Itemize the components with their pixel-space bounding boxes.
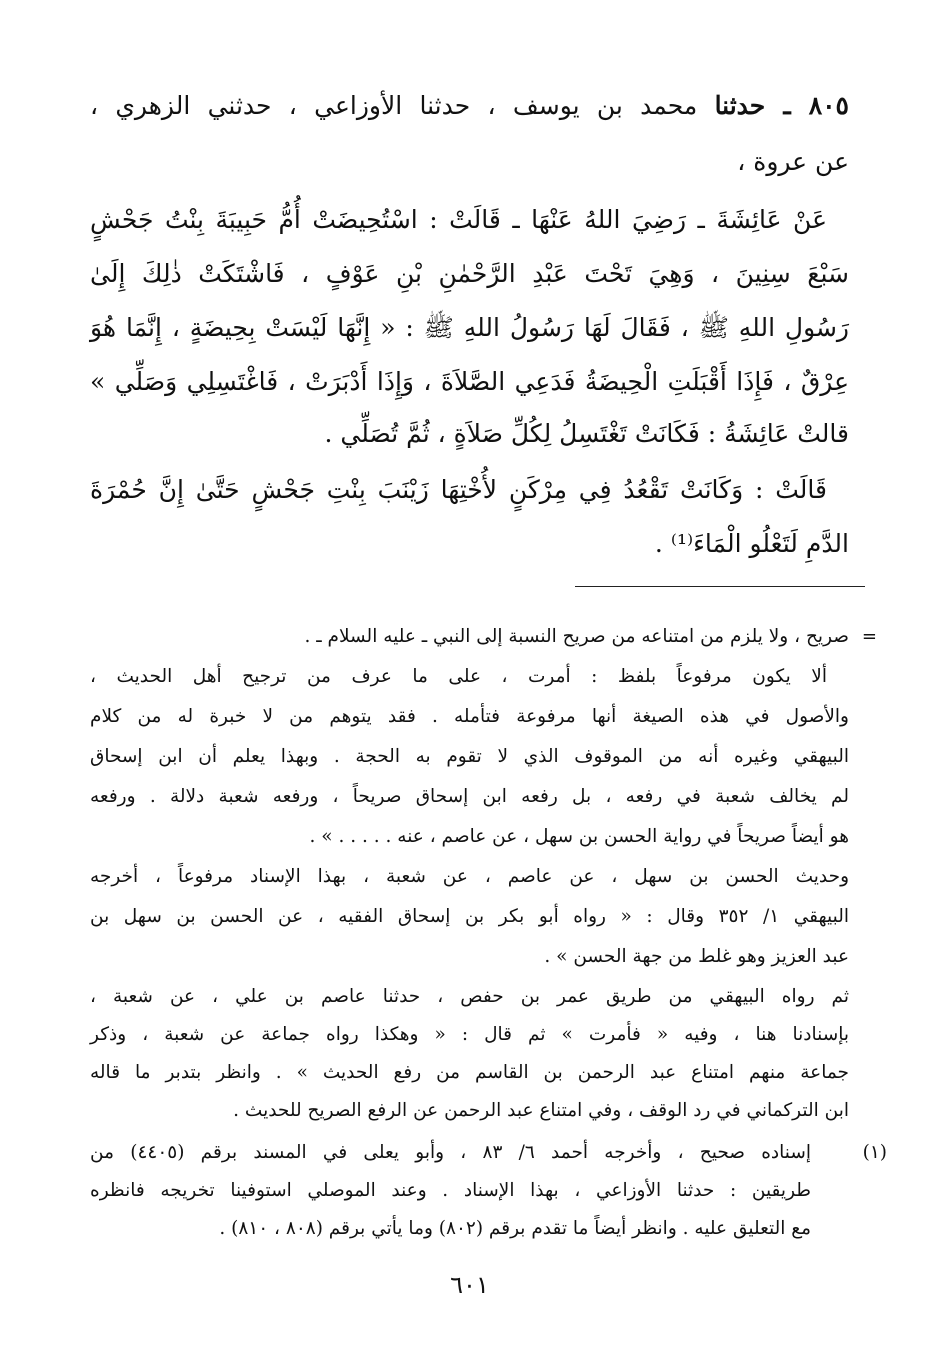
hadith-isnad-line-2: عن عروة ، — [737, 147, 849, 176]
footnote-line: صريح ، ولا يلزم من امتناعه من صريح النسبة إلى النبي ـ عليه السلام ـ . — [304, 626, 849, 647]
hadith-matn-line: رَسُولِ اللهِ ﷺ ، فَقَالَ لَهَا رَسُولُ اللهِ ﷺ : « إِنَّهَا لَيْسَتْ بِحِيضَةٍ ، إِنَّمَا هُوَ — [90, 313, 849, 342]
footnote-line: عبد العزيز وهو غلط من جهة الحسن » . — [544, 946, 849, 967]
hadith-isnad-text: محمد بن يوسف ، حدثنا الأوزاعي ، حدثني الزهري ، — [90, 91, 715, 120]
footnote-number: (١) — [862, 1142, 887, 1163]
footnote-continuation-mark: = — [861, 626, 877, 647]
hadith-isnad-line-1 — [90, 86, 849, 126]
footnote-line: والأصول في هذه الصيغة أنها مرفوعة فتأمله . فقد يتوهم من لا خبرة له من كلام — [90, 706, 849, 727]
footnote-line: البيهقي ١/ ٣٥٢ وقال : « رواه أبو بكر بن إسحاق الفقيه ، عن الحسن بن سهل بن — [90, 906, 849, 927]
hadith-matn-line: الدَّمِ لَتَعْلُو الْمَاءَ⁽¹⁾ . — [654, 529, 849, 558]
footnote-line: البيهقي وغيره أنه من الموقوف الذي لا تقوم به الحجة . وبهذا يعلم أن ابن إسحاق — [90, 746, 849, 767]
hadith-matn-line: قالتْ عَائِشَةُ : فَكَانَتْ تَغْتَسِلُ لِكُلِّ صَلاَةٍ ، ثُمَّ تُصَلِّي . — [324, 419, 849, 448]
footnote-line: ابن التركماني في رد الوقف ، وفي امتناع عبد الرحمن عن الرفع الصريح للحديث . — [233, 1100, 849, 1121]
hadith-matn-line: عِرْقٌ ، فَإِذَا أَقْبَلَتِ الْحِيضَةُ فَدَعِي الصَّلاَةَ ، وَإِذَا أَدْبَرَتْ ، فَاغْتَسِلِي وَصَلِّي » — [90, 367, 849, 396]
footnote-line: لم يخالف شعبة في رفعه ، بل رفعه ابن إسحاق صريحاً ، ورفعه شعبة دلالة . ورفعه — [90, 786, 849, 807]
footnote-line: إسناده صحيح ، وأخرجه أحمد ٦/ ٨٣ ، وأبو يعلى في المسند برقم (٤٤٠٥) من — [90, 1142, 811, 1163]
hadith-number: ٨٠٥ ـ حدثنا — [714, 91, 849, 120]
footnote-line: جماعة منهم امتناع عبد الرحمن بن القاسم من رفع الحديث » . وانظر بتدبر ما قاله — [90, 1062, 849, 1083]
page-number: ٦٠١ — [450, 1271, 489, 1299]
hadith-matn-line: قَالَتْ : وَكَانَتْ تَقْعُدُ فِي مِرْكَنٍ لأُخْتِهَا زَيْنَبَ بِنْتِ جَحْشٍ حَتَّىٰ إِنَّ حُمْرَةَ — [90, 475, 827, 504]
footnote-line: بإسنادنا هنا ، وفيه « فأمرت » ثم قال : « وهكذا رواه جماعة عن شعبة ، وذكر — [90, 1024, 849, 1045]
footnote-line: ثم رواه البيهقي من طريق عمر بن حفص ، حدثنا عاصم بن علي ، عن شعبة ، — [90, 986, 849, 1007]
footnote-line: طريقين : حدثنا الأوزاعي ، بهذا الإسناد . وعند الموصلي استوفينا تخريجه فانظره — [90, 1180, 811, 1201]
footnote-line: مع التعليق عليه . وانظر أيضاً ما تقدم برقم (٨٠٢) وما يأتي برقم (٨٠٨ ، ٨١٠) . — [219, 1218, 811, 1239]
hadith-matn-line: عَنْ عَائِشَةَ ـ رَضِيَ اللهُ عَنْهَا ـ قَالَتْ : اسْتُحِيضَتْ أُمُّ حَبِيبَةَ بِنْتُ جَحْشٍ — [90, 205, 827, 234]
footnote-line: وحديث الحسن بن سهل ، عن عاصم ، عن شعبة ، بهذا الإسناد مرفوعاً ، أخرجه — [90, 866, 849, 887]
footnote-separator — [575, 586, 865, 587]
footnote-line: ألا يكون مرفوعاً بلفظ : أمرت ، على ما عرف من ترجيح أهل الحديث ، — [90, 666, 827, 687]
hadith-matn-line: سَبْعَ سِنِينَ ، وَهِيَ تَحْتَ عَبْدِ الرَّحْمٰنِ بْنِ عَوْفٍ ، فَاشْتَكَتْ ذٰلِكَ إِلَىٰ — [90, 259, 849, 288]
footnote-line: هو أيضاً صريحاً في رواية الحسن بن سهل ، عن عاصم ، عنه . . . . . » . — [309, 826, 849, 847]
